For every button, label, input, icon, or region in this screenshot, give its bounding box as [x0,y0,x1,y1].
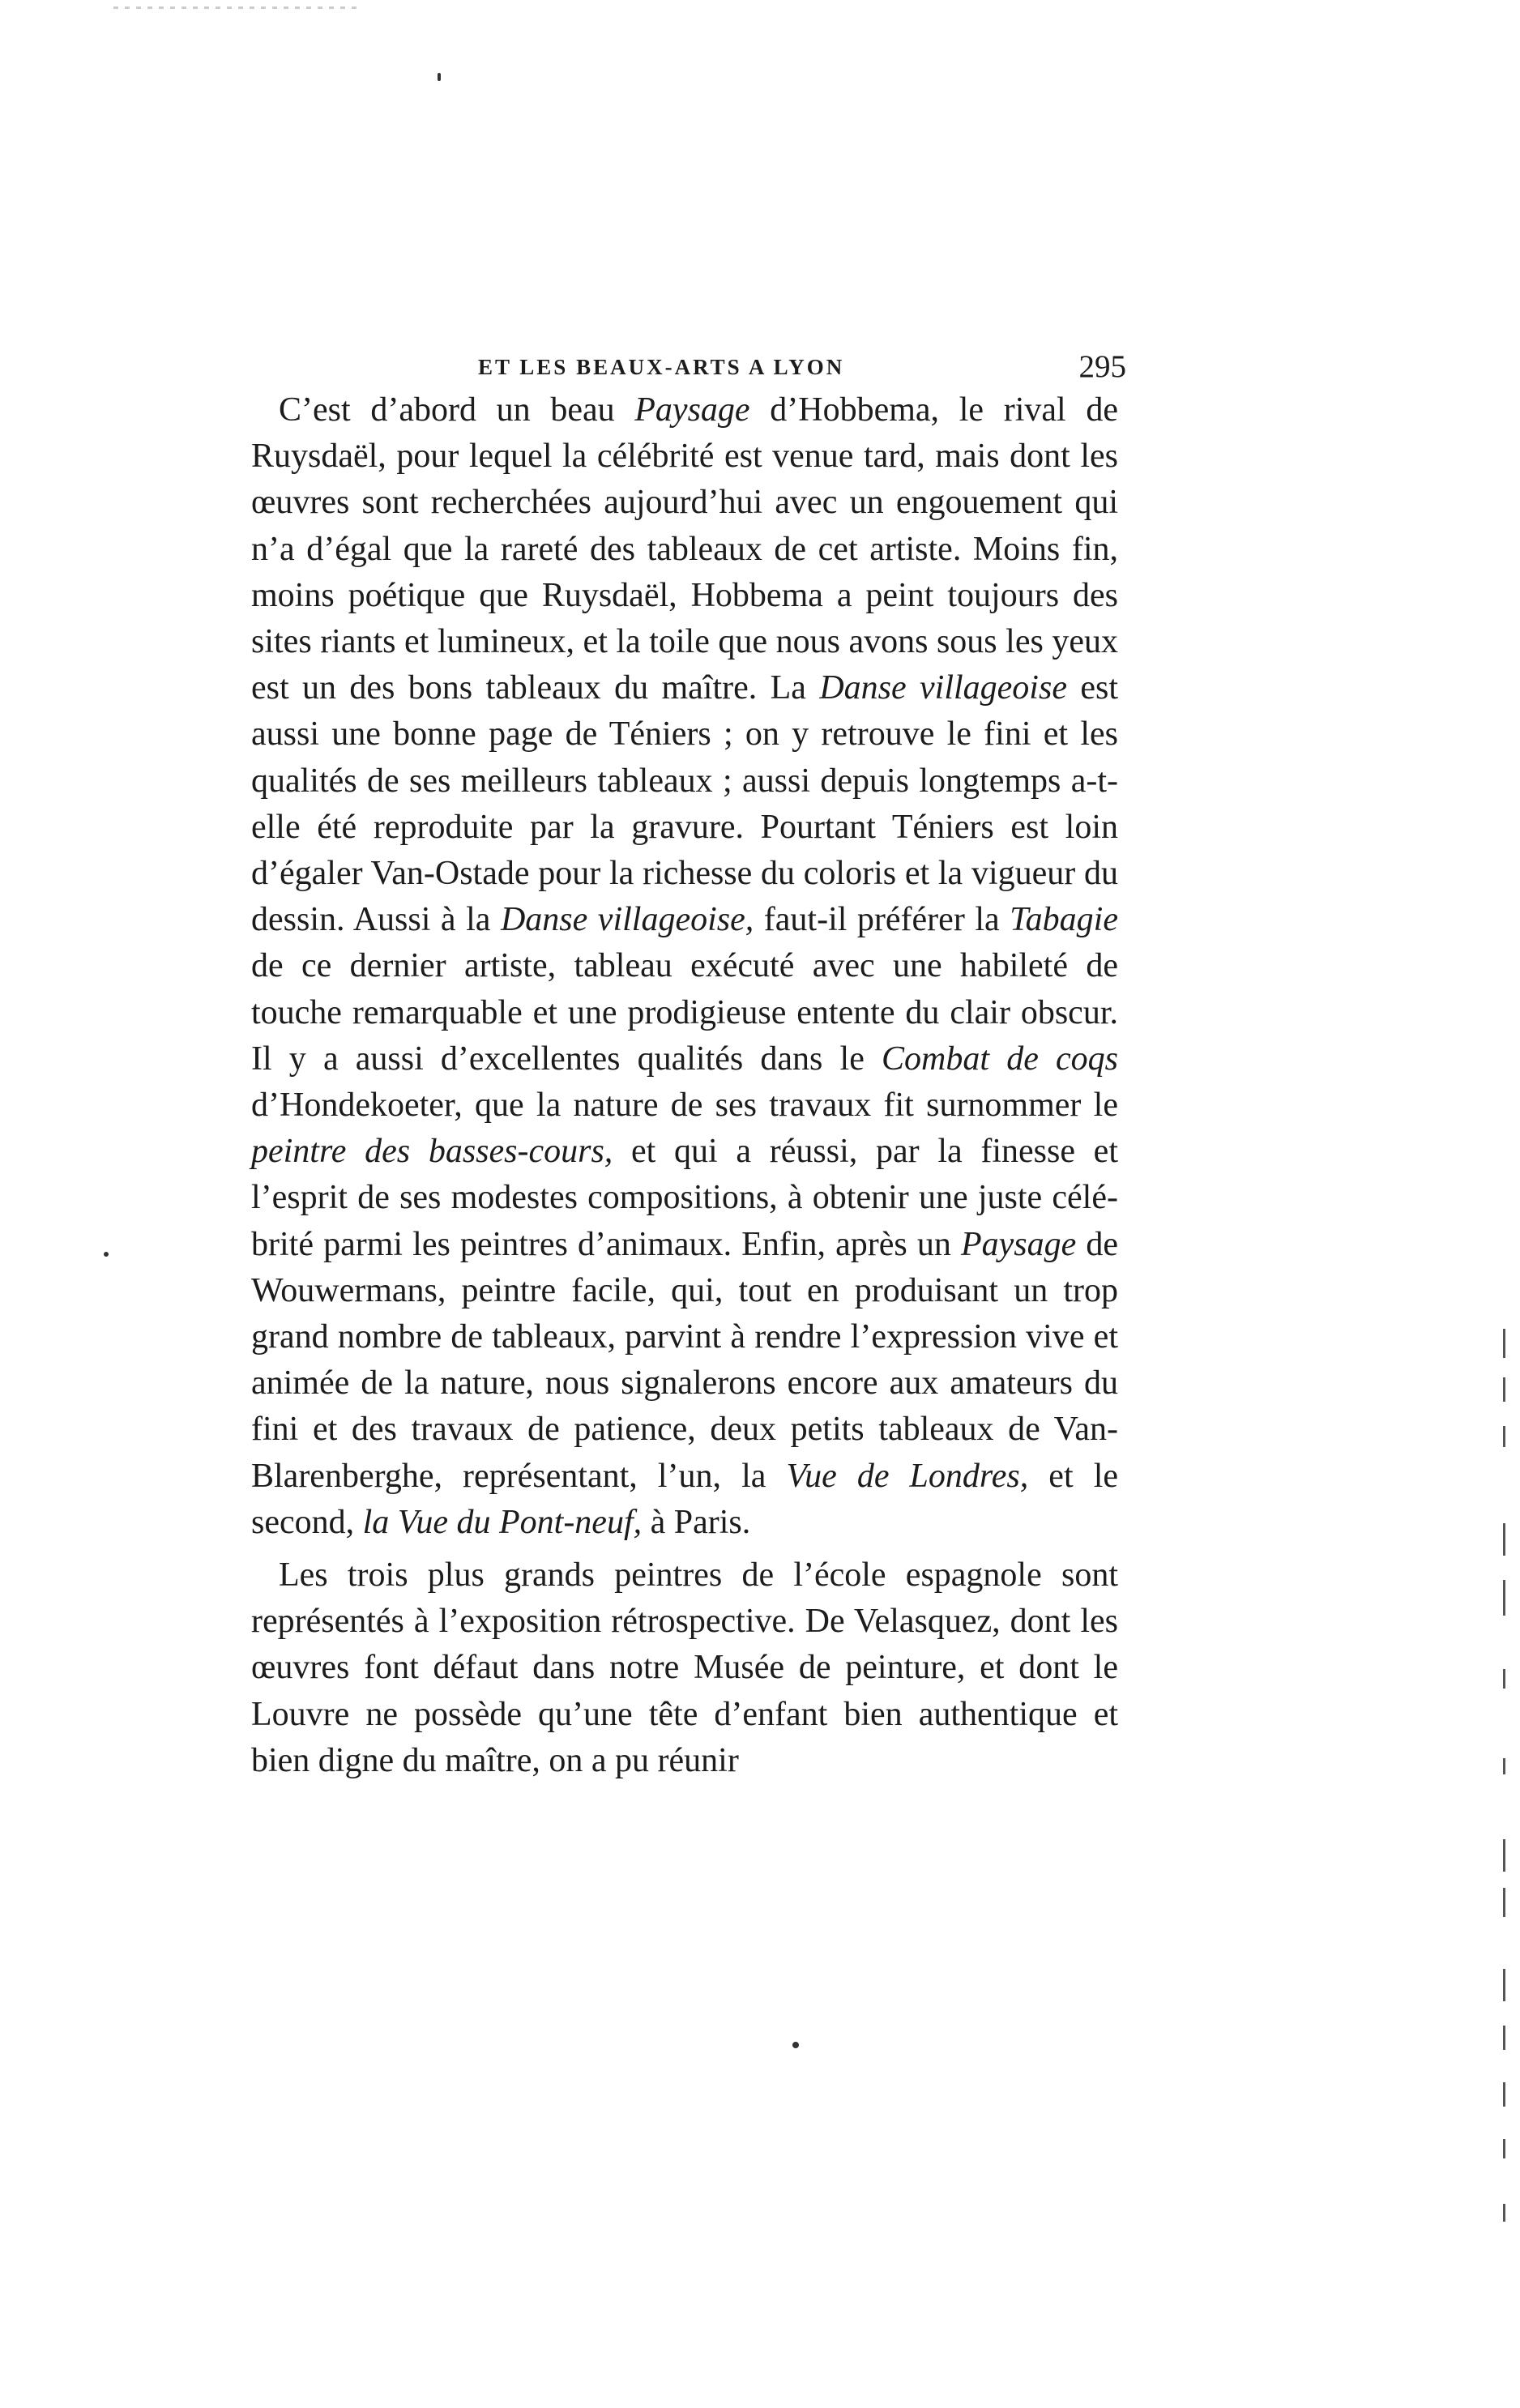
italic-run: Paysage [634,391,750,429]
paragraph [251,1552,1118,1784]
text-run: de Wouwermans, peintre facile, qui, tout en produisant un trop grand nombre de tableaux, parvint à rendre l’expression vive et animée de la nature, nous signalerons encore aux amateurs du fini et des travaux de patience, deux petits tableaux de Van-Blarenberghe, représentant, l’un, la [251,1225,1118,1495]
stray-dot [792,2042,799,2048]
text-run: de ce dernier artiste, tableau exécuté avec une habileté de touche remarquable et une prodigieuse entente du clair obscur. Il y a aussi d’excellentes qualités dans le [251,947,1118,1078]
italic-run: Tabagie [1010,901,1118,939]
italic-run: la Vue du Pont-neuf, [362,1503,643,1541]
text-run: faut-il préférer la [754,901,1010,939]
margin-mark [1503,2026,1505,2050]
margin-mark [1503,1888,1505,1917]
italic-run: Paysage [960,1225,1077,1263]
margin-mark [1503,1758,1505,1774]
paragraph [251,387,1118,1546]
text-run: d’Hondekoeter, que la nature de ses travaux fit surnommer le [251,1087,1118,1125]
margin-mark [1503,1426,1505,1447]
margin-mark [1503,1969,1505,2001]
italic-run: Vue de Londres, [786,1457,1029,1495]
page-number: 295 [1078,349,1126,384]
italic-run: Combat de coqs [882,1040,1118,1078]
text-run: et le second, [251,1457,1119,1541]
text-run: C’est d’abord un beau [279,391,635,429]
margin-mark [1503,1523,1505,1556]
margin-mark [1503,1329,1505,1358]
margin-mark [1503,2139,1505,2158]
body-text [251,387,1118,1784]
italic-run: peintre des basses-cours, [251,1133,613,1171]
stray-dot [438,73,441,81]
margin-mark [1503,1669,1505,1689]
margin-mark [1503,2082,1505,2107]
text-run: et qui a réussi, par la finesse et l’esprit de ses modestes compositions, à obtenir une juste célébrité parmi les peintres d’animaux. Enfin, après un [251,1133,1118,1263]
text-run: à Paris. [642,1503,751,1541]
text-run: est aussi une bonne page de Téniers ; on y retrouve le fini et les qualités de ses meilleurs tableaux ; aussi depuis longtemps a-t-elle été reproduite par la gravure. Pourtant Téniers est loin d’égaler Van-Ostade pour la richesse du coloris et la vigueur du dessin. Aussi à la [251,669,1118,939]
margin-mark [1503,2204,1505,2222]
text-run: Les trois plus grands peintres de l’école espagnole sont représentés à l’exposition rétrospective. De Velasquez, dont les œuvres font défaut dans notre Musée de peinture, et dont le Louvre ne possède qu’une tête d’enfant bien authentique et bien digne du maître, on a pu réunir [251,1556,1118,1779]
margin-mark [1503,1839,1505,1872]
running-title: ET LES BEAUX-ARTS A LYON [478,355,845,379]
text-run: d’Hobbema, le rival de Ruysdaël, pour lequel la célébrité est venue tard, mais dont les œuvres sont recherchées aujourd’hui avec un engouement qui n’a d’égal que la rareté des tableaux de cet artiste. Moins fin, moins poétique que Ruysdaël, Hobbema a peint toujours des sites riants et lumineux, et la toile que nous avons sous les yeux est un des bons tableaux du maître. La [251,391,1118,707]
stray-dot [104,1252,109,1257]
italic-run: Danse villageoise, [500,901,754,939]
margin-mark [1503,1377,1505,1402]
italic-run: Danse villageoise [819,669,1067,707]
margin-mark [1503,1580,1505,1616]
scan-specks [113,6,357,9]
